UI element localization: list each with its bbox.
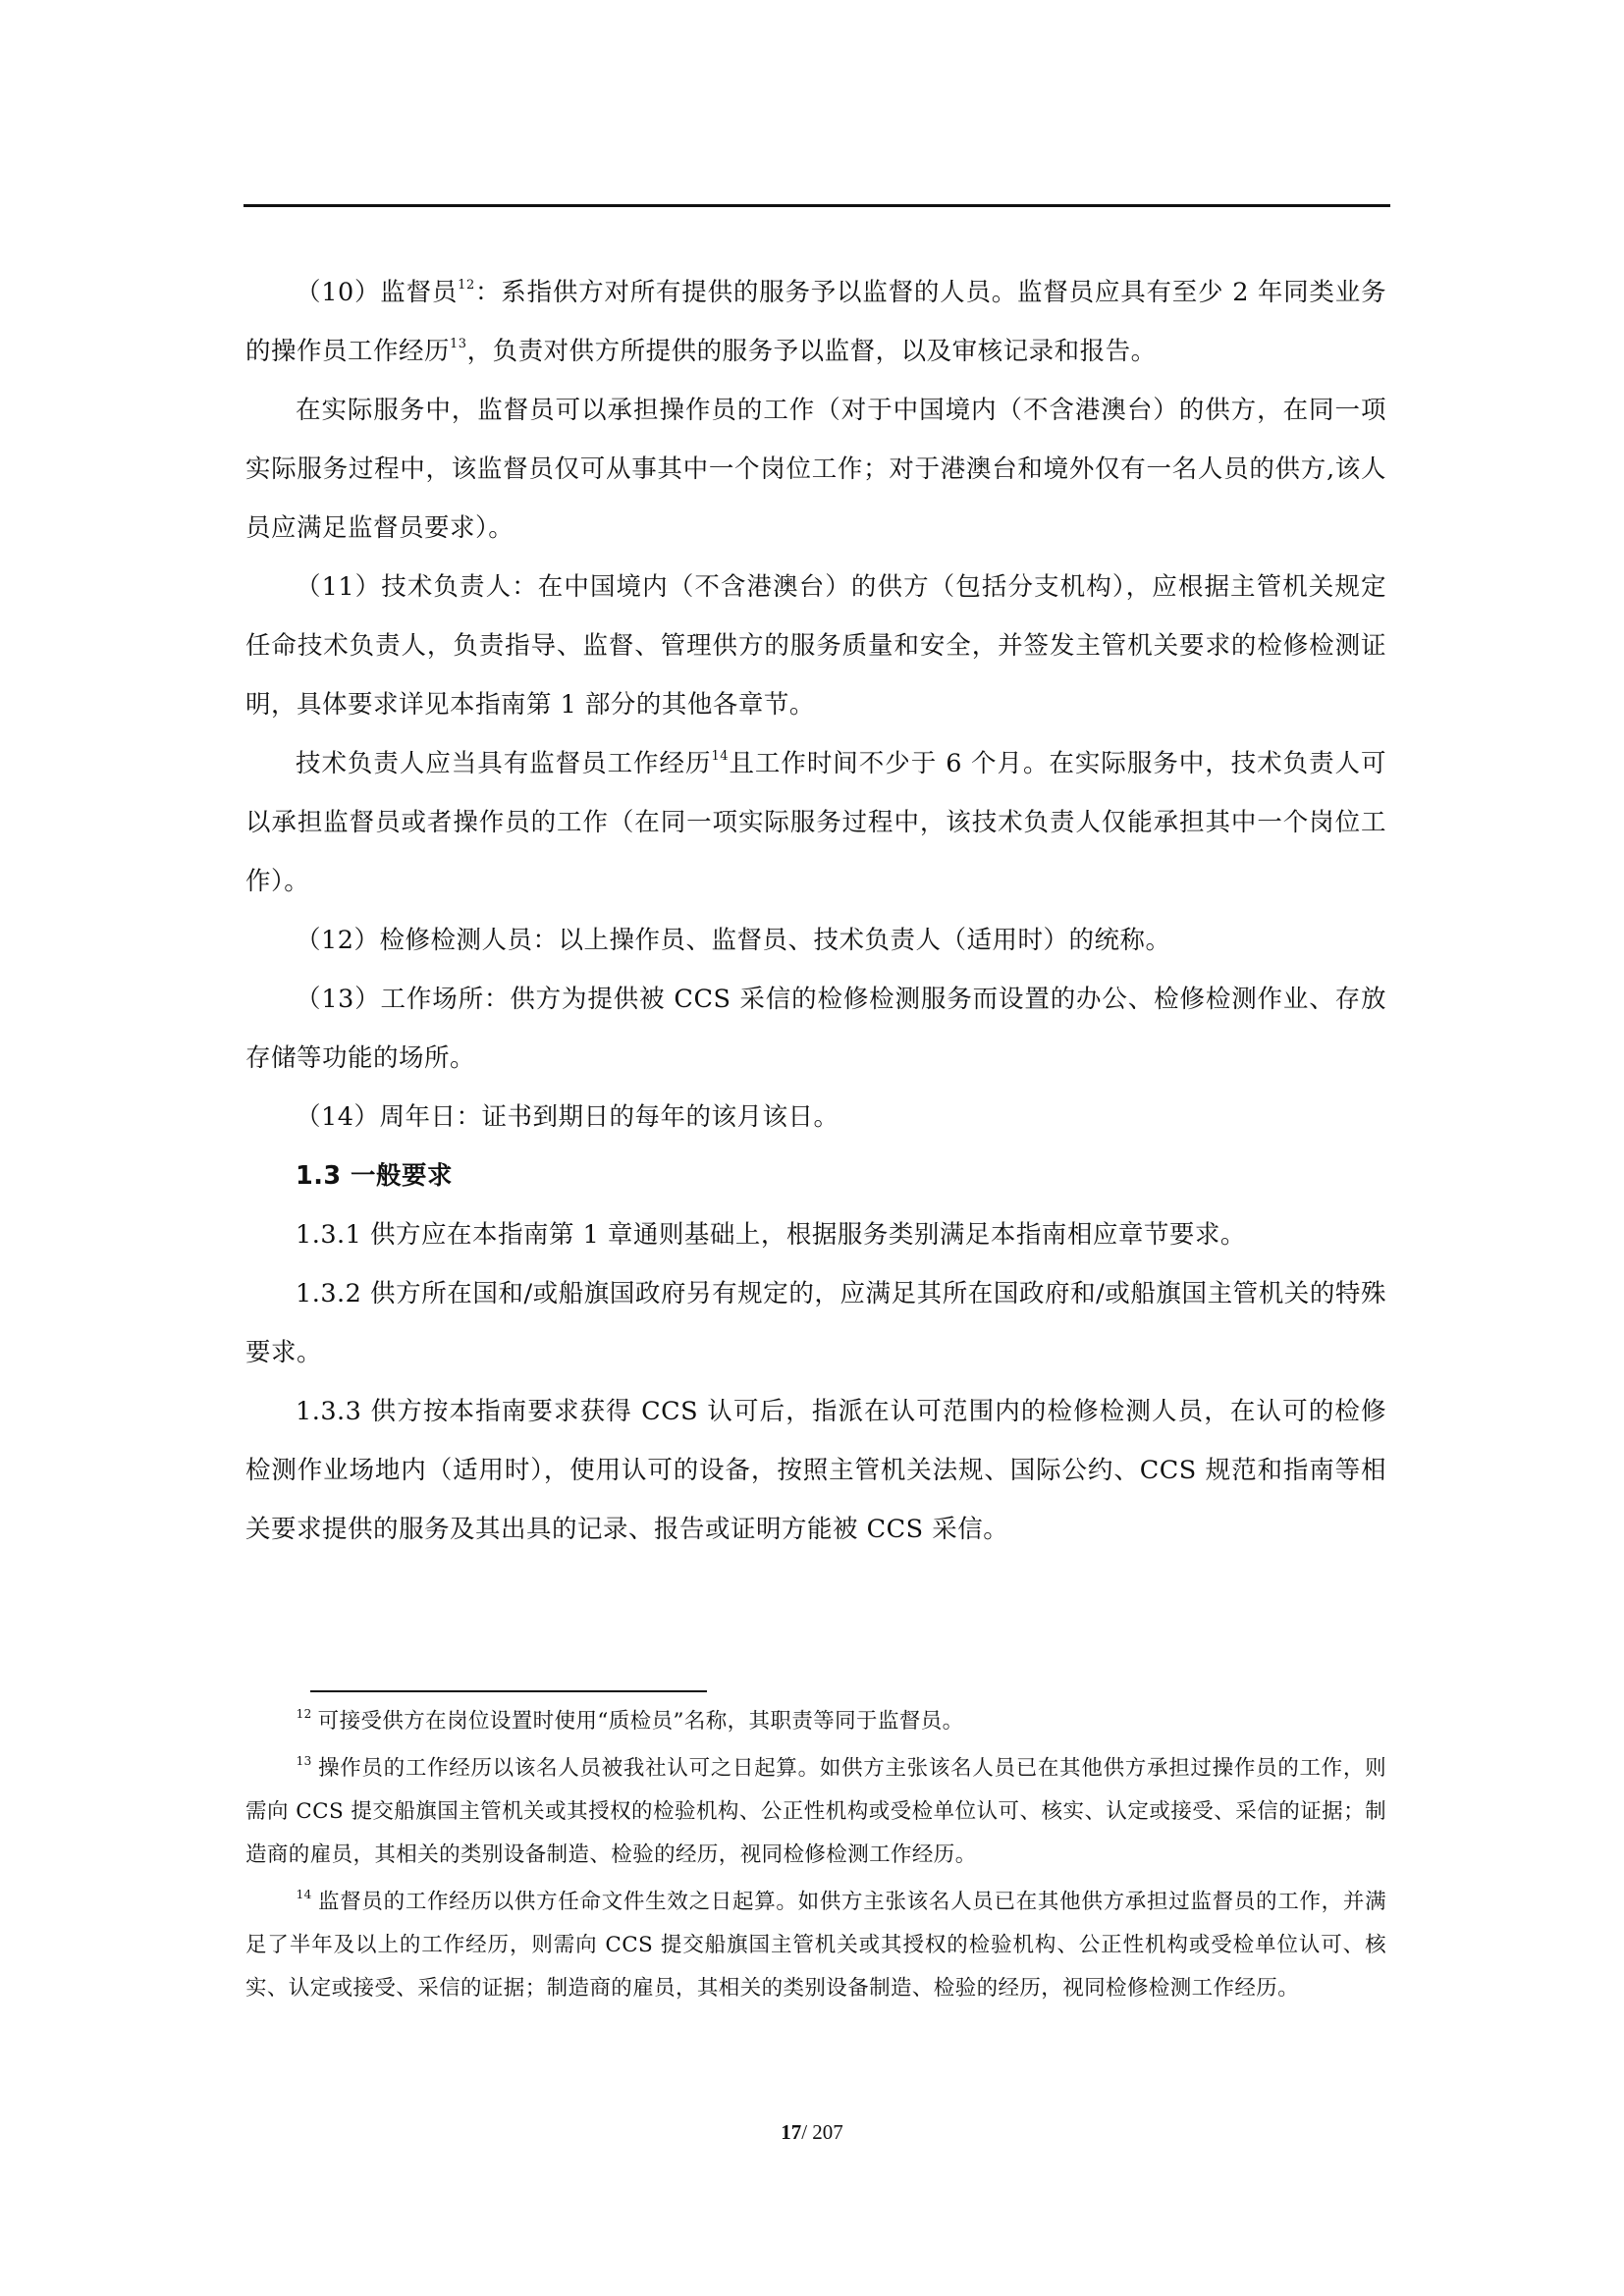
paragraph-11: （11）技术负责人：在中国境内（不含港澳台）的供方（包括分支机构），应根据主管机关规定任命技术负责人，负责指导、监督、管理供方的服务质量和安全，并签发主管机关要求的检修检测证明，具体要求详见本指南第 1 部分的其他各章节。 (245, 572, 1386, 720)
paragraph-10b: 在实际服务中，监督员可以承担操作员的工作（对于中国境内（不含港澳台）的供方，在同一项实际服务过程中，该监督员仅可从事其中一个岗位工作；对于港澳台和境外仅有一名人员的供方,该人员应满足监督员要求）。 (245, 396, 1386, 543)
paragraph-13: （13）工作场所：供方为提供被 CCS 采信的检修检测服务而设置的办公、检修检测作业、存放存储等功能的场所。 (245, 985, 1386, 1073)
paragraph-1-3-2: 1.3.2 供方所在国和/或船旗国政府另有规定的，应满足其所在国政府和/或船旗国主管机关的特殊要求。 (245, 1279, 1386, 1367)
footnote-number: 13 (296, 1754, 312, 1768)
footnotes (245, 1700, 1386, 2014)
page-number (0, 2120, 1624, 2145)
paragraph-1-3-3: 1.3.3 供方按本指南要求获得 CCS 认可后，指派在认可范围内的检修检测人员，在认可的检修检测作业场地内（适用时），使用认可的设备，按照主管机关法规、国际公约、CCS 规范和指南等相关要求提供的服务及其出具的记录、报告或证明方能被 CCS 采信。 (245, 1397, 1386, 1544)
total-pages: 207 (812, 2120, 843, 2144)
footnote-14 (245, 1881, 1386, 2010)
footnote-number: 12 (296, 1707, 312, 1721)
para-text: （10）监督员 (296, 278, 459, 307)
footnote-text: 监督员的工作经历以供方任命文件生效之日起算。如供方主张该名人员已在其他供方承担过监督员的工作，并满足了半年及以上的工作经历，则需向 CCS 提交船旗国主管机关或其授权的检验机构、公正性机构或受检单位认可、核实、认定或接受、采信的证据；制造商的雇员，其相关的类别设备制造、检验的经历，视同检修检测工作经历。 (245, 1890, 1386, 2001)
footnote-12 (245, 1700, 1386, 1743)
para-text: 且工作时间不少于 6 个月。在实际服务中，技术负责人可以承担监督员或者操作员的工作（在同一项实际服务过程中，该技术负责人仅能承担其中一个岗位工作）。 (245, 749, 1386, 896)
header-rule (244, 204, 1390, 207)
paragraph-14: （14）周年日：证书到期日的每年的该月该日。 (296, 1102, 839, 1132)
paragraph-12: （12）检修检测人员：以上操作员、监督员、技术负责人（适用时）的统称。 (296, 926, 1171, 955)
para-text: ，负责对供方所提供的服务予以监督，以及审核记录和报告。 (466, 337, 1157, 366)
paragraph-10 (245, 263, 1386, 381)
current-page: 17 (781, 2120, 802, 2144)
footnote-text: 操作员的工作经历以该名人员被我社认可之日起算。如供方主张该名人员已在其他供方承担过操作员的工作，则需向 CCS 提交船旗国主管机关或其授权的检验机构、公正性机构或受检单位认可、核实、认定或接受、采信的证据；制造商的雇员，其相关的类别设备制造、检验的经历，视同检修检测工作经历。 (245, 1756, 1386, 1867)
para-text: ：系指供方对所有提供的服务予以监督的人员。监督员应具有至少 2 年同类业务的操作员工作经历 (245, 278, 1386, 366)
footnote-text: 可接受供方在岗位设置时使用“质检员”名称，其职责等同于监督员。 (317, 1709, 964, 1734)
footnote-ref-14[interactable]: 14 (711, 749, 729, 764)
footnote-ref-13[interactable]: 13 (450, 337, 467, 351)
paragraph-1-3-1: 1.3.1 供方应在本指南第 1 章通则基础上，根据服务类别满足本指南相应章节要求。 (296, 1220, 1246, 1250)
page-separator: / (801, 2120, 813, 2144)
footnote-number: 14 (296, 1888, 312, 1901)
footnote-ref-12[interactable]: 12 (458, 278, 475, 293)
paragraph-11b (245, 734, 1386, 911)
footnote-13 (245, 1747, 1386, 1877)
footnote-separator (310, 1690, 707, 1692)
section-heading-1-3: 1.3 一般要求 (296, 1161, 454, 1191)
para-text: 技术负责人应当具有监督员工作经历 (296, 749, 712, 778)
body-text (245, 263, 1386, 1559)
